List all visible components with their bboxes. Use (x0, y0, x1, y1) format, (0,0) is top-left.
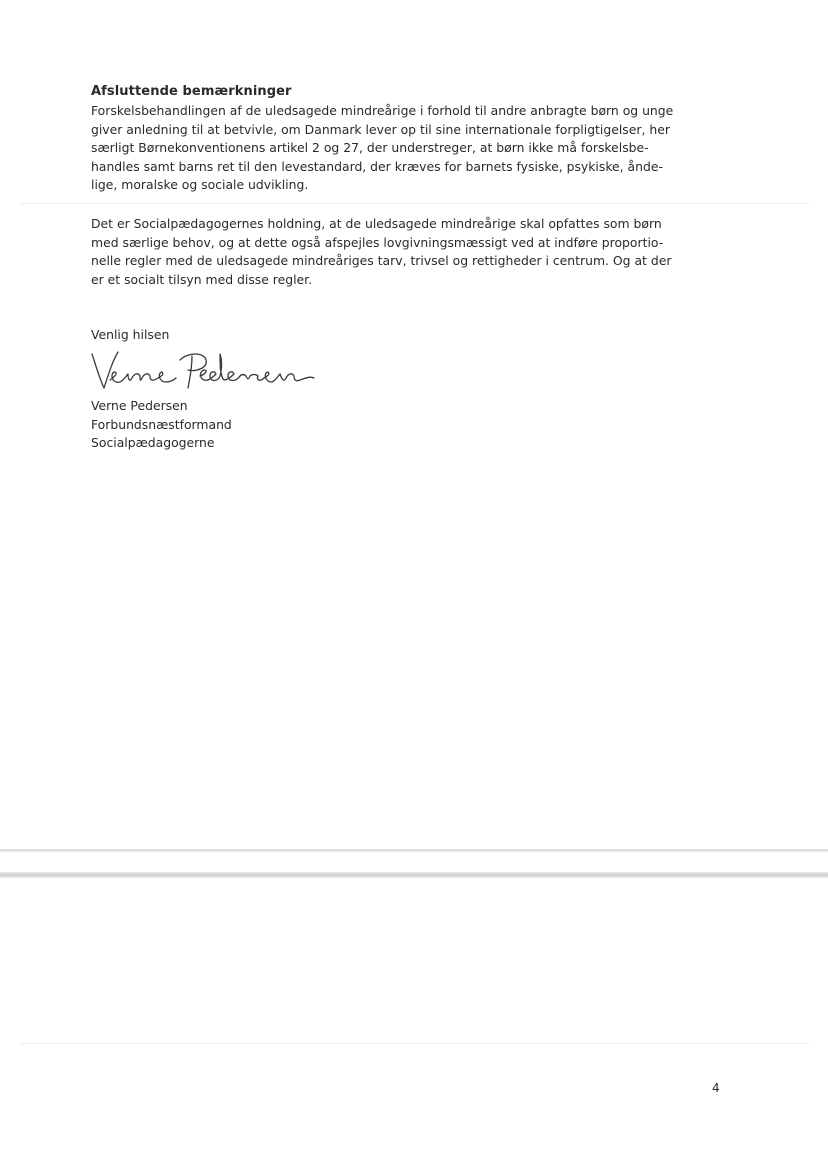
closing-remarks-paragraph (91, 102, 731, 195)
handwritten-signature (88, 346, 318, 398)
paragraph-line: særligt Børnekonventionens artikel 2 og 27, der understreger, at børn ikke må forskelsbe- (91, 140, 649, 156)
scan-artifact-line (0, 849, 828, 852)
signer-title: Forbundsnæstformand (91, 416, 232, 432)
position-paragraph (91, 215, 731, 289)
page-number: 4 (712, 1081, 720, 1095)
signer-block (91, 397, 232, 453)
scan-artifact-band (0, 872, 828, 878)
paragraph-line: handles samt barns ret til den levestandard, der kræves for barnets fysiske, psykiske, ånde- (91, 158, 663, 174)
signer-name: Verne Pedersen (91, 398, 188, 413)
organization-name: Socialpædagogerne (91, 435, 215, 451)
paragraph-line: giver anledning til at betvivle, om Danmark lever op til sine internationale forpligtigelser, her (91, 121, 670, 137)
paragraph-line: med særlige behov, og at dette også afspejles lovgivningsmæssigt ved at indføre proportio- (91, 234, 664, 250)
scan-artifact-faint-line (20, 1043, 810, 1044)
section-heading: Afsluttende bemærkninger (91, 84, 292, 99)
paragraph-line: nelle regler med de uledsagede mindreåriges tarv, trivsel og rettigheder i centrum. Og at der (91, 253, 672, 269)
paragraph-line: Det er Socialpædagogernes holdning, at de uledsagede mindreårige skal opfattes som børn (91, 216, 662, 231)
paragraph-line: Forskelsbehandlingen af de uledsagede mindreårige i forhold til andre anbragte børn og unge (91, 103, 674, 118)
greeting: Venlig hilsen (91, 327, 170, 342)
paragraph-line: er et socialt tilsyn med disse regler. (91, 271, 313, 287)
scan-artifact-faint-line (20, 203, 810, 204)
paragraph-line: lige, moralske og sociale udvikling. (91, 177, 309, 193)
